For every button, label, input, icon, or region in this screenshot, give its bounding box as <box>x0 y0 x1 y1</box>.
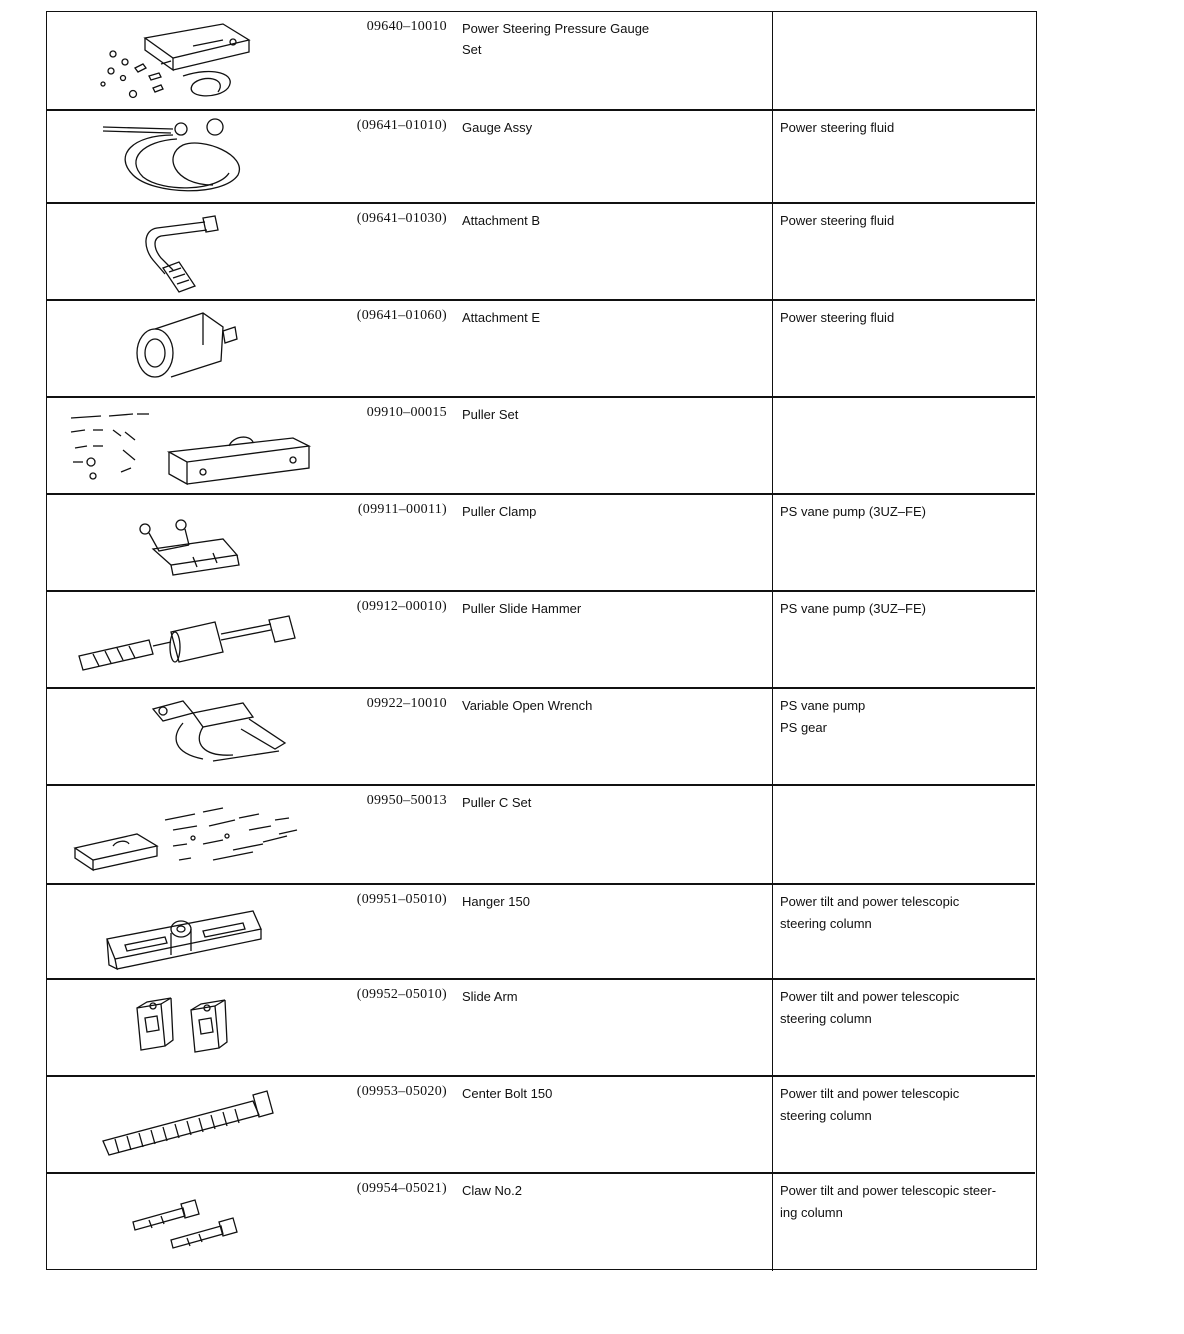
tool-note: Power tilt and power telescopic steering column <box>780 989 960 1026</box>
column-divider <box>772 885 773 978</box>
puller-set-case-icon <box>53 402 325 490</box>
part-number: 09922–10010 <box>366 696 447 711</box>
tool-note: Power tilt and power telescopic steer- ing column <box>780 1183 997 1220</box>
hex-attachment-icon <box>53 305 325 393</box>
table-row <box>47 495 1035 592</box>
tool-note: Power steering fluid <box>780 310 895 325</box>
tool-name: Puller Slide Hammer <box>462 601 582 616</box>
tool-name: Claw No.2 <box>462 1183 522 1198</box>
part-number: 09640–10010 <box>366 19 447 34</box>
tool-note: Power steering fluid <box>780 213 895 228</box>
gauge-hose-icon <box>53 115 325 203</box>
table-row <box>47 980 1035 1077</box>
special-tools-table <box>46 11 1037 1270</box>
tool-note: PS vane pump (3UZ–FE) <box>780 504 926 519</box>
puller-c-set-icon <box>53 790 325 878</box>
table-row <box>47 689 1035 786</box>
table-row <box>47 111 1035 204</box>
table-row <box>47 301 1035 398</box>
table-row <box>47 1174 1035 1271</box>
table-row <box>47 786 1035 885</box>
tool-name: Center Bolt 150 <box>462 1086 553 1101</box>
part-number: (09641–01060) <box>356 308 447 323</box>
tool-name: Puller Clamp <box>462 504 537 519</box>
part-number: (09952–05010) <box>356 987 447 1002</box>
tool-note: Power steering fluid <box>780 120 895 135</box>
puller-clamp-icon <box>53 499 325 587</box>
tool-name: Puller Set <box>462 407 519 422</box>
column-divider <box>772 786 773 883</box>
column-divider <box>772 111 773 202</box>
column-divider <box>772 204 773 299</box>
bent-pipe-attachment-icon <box>53 208 325 296</box>
tool-name: Gauge Assy <box>462 120 533 135</box>
part-number: 09950–50013 <box>366 793 447 808</box>
tool-note: PS vane pump (3UZ–FE) <box>780 601 926 616</box>
column-divider <box>772 398 773 493</box>
column-divider <box>772 12 773 109</box>
tool-name: Variable Open Wrench <box>462 698 593 713</box>
table-row <box>47 204 1035 301</box>
part-number: (09954–05021) <box>356 1181 447 1196</box>
tool-name: Attachment E <box>462 310 541 325</box>
table-row <box>47 398 1035 495</box>
claw-bolts-icon <box>53 1178 325 1266</box>
slide-hammer-icon <box>53 596 325 684</box>
part-number: (09641–01030) <box>356 211 447 226</box>
tool-name: Power Steering Pressure Gauge Set <box>462 21 650 57</box>
tool-name: Attachment B <box>462 213 541 228</box>
table-row <box>47 12 1035 111</box>
tool-name: Hanger 150 <box>462 894 530 909</box>
column-divider <box>772 689 773 784</box>
column-divider <box>772 1174 773 1271</box>
column-divider <box>772 495 773 590</box>
table-row <box>47 592 1035 689</box>
column-divider <box>772 592 773 687</box>
tool-note: Power tilt and power telescopic steering column <box>780 894 960 931</box>
part-number: 09910–00015 <box>366 405 447 420</box>
tool-name: Puller C Set <box>462 795 532 810</box>
open-wrench-icon <box>53 693 325 781</box>
part-number: (09951–05010) <box>356 892 447 907</box>
tool-name: Slide Arm <box>462 989 518 1004</box>
table-row <box>47 1077 1035 1174</box>
center-bolt-icon <box>53 1081 325 1169</box>
slide-arm-icon <box>53 984 325 1072</box>
tool-note: PS vane pump PS gear <box>780 698 866 735</box>
gauge-set-case-icon <box>53 16 325 104</box>
part-number: (09911–00011) <box>357 502 447 517</box>
hanger-bar-icon <box>53 889 325 977</box>
tool-note: Power tilt and power telescopic steering column <box>780 1086 960 1123</box>
column-divider <box>772 980 773 1075</box>
part-number: (09953–05020) <box>356 1084 447 1099</box>
part-number: (09912–00010) <box>356 599 447 614</box>
table-row <box>47 885 1035 980</box>
column-divider <box>772 1077 773 1172</box>
part-number: (09641–01010) <box>356 118 447 133</box>
column-divider <box>772 301 773 396</box>
